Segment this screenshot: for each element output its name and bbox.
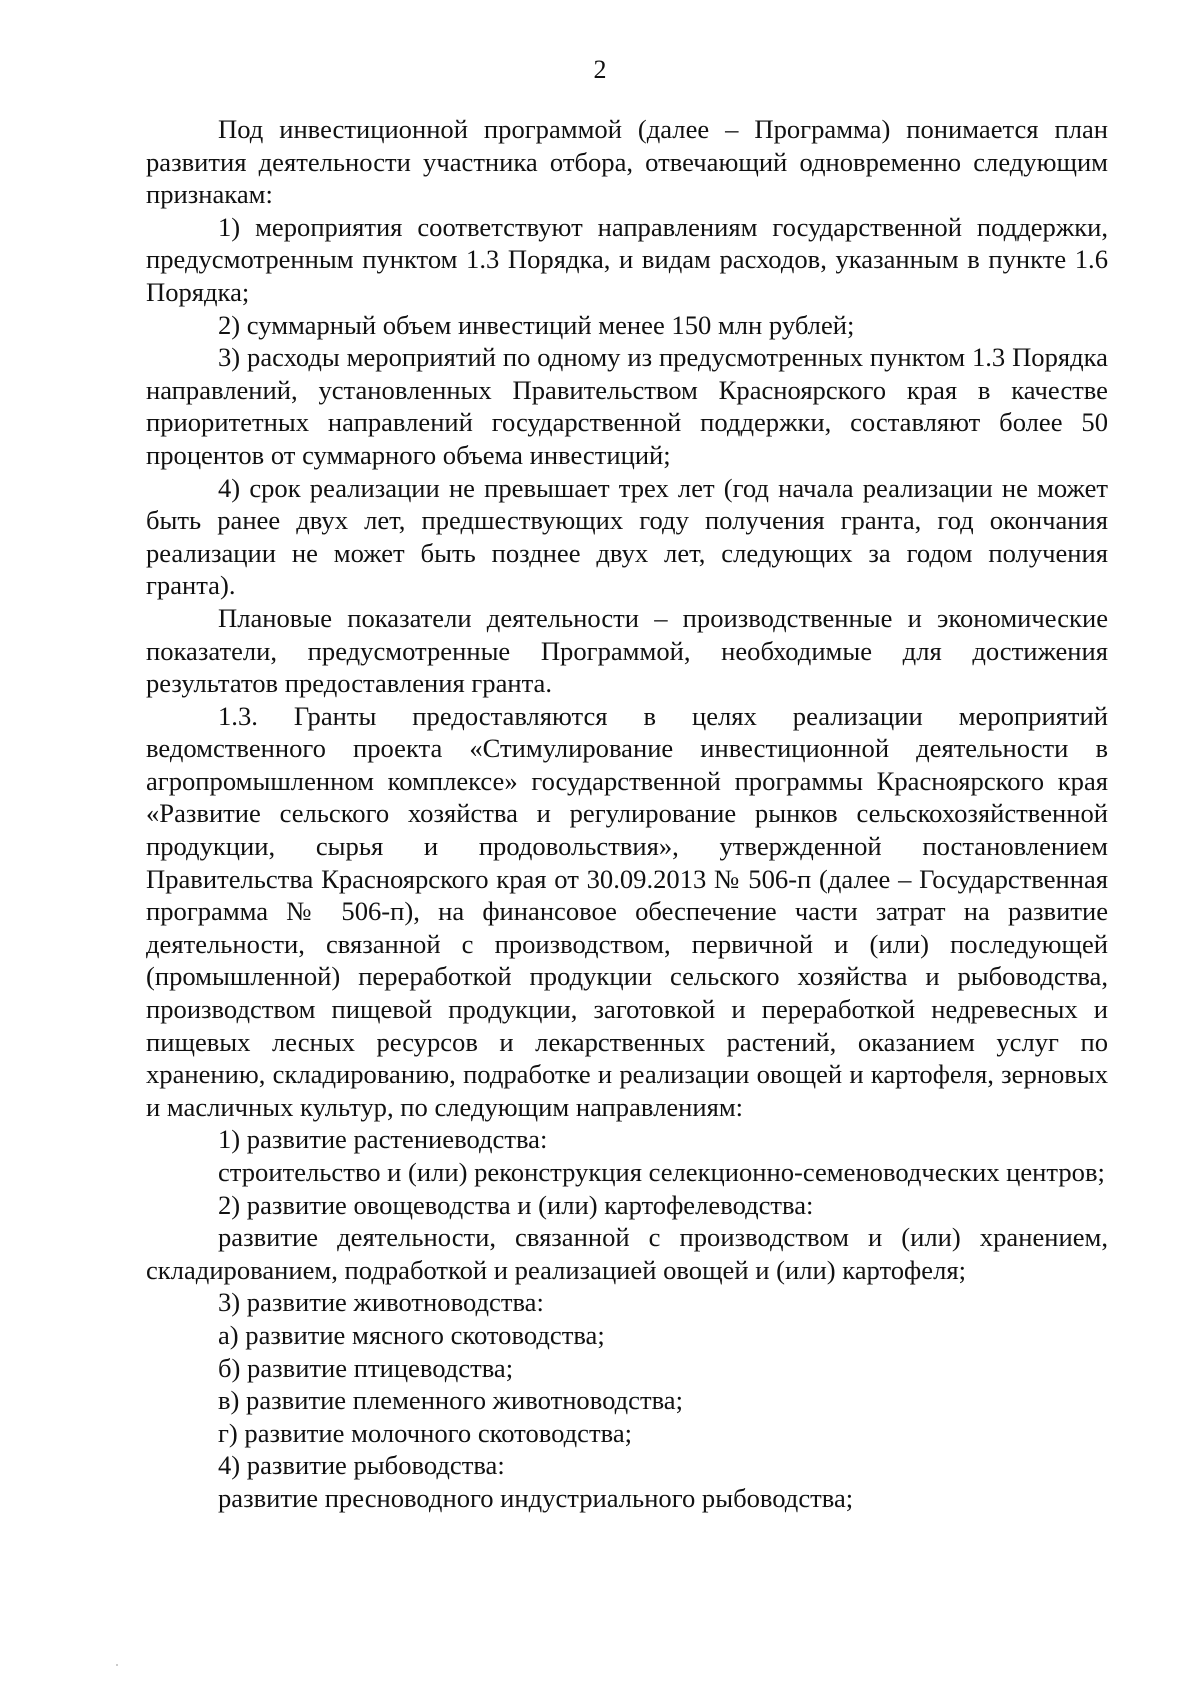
paragraph-section-1-3: 1.3. Гранты предоставляются в целях реализации мероприятий ведомственного проекта «Стимулирование инвестиционной деятельности в агропромышленном комплексе» государственной программы Красноярского края «Развитие сельского хозяйства и регулирование рынков сельскохозяйственной продукции, сырья и продовольствия», утвержденной постановлением Правительства Красноярского края от 30.09.2013 № 506-п (далее – Государственная программа № 506-п), на финансовое обеспечение части затрат на развитие деятельности, связанной с производством, первичной и (или) последующей (промышленной) переработкой продукции сельского хозяйства и рыбоводства, производством пищевой продукции, заготовкой и переработкой недревесных и пищевых лесных ресурсов и лекарственных растений, оказанием услуг по хранению, складированию, подработке и реализации овощей и картофеля, зерновых и масличных культур, по следующим направлениям: bbox=[146, 700, 1108, 1122]
list-item-dairy: г) развитие молочного скотоводства; bbox=[218, 1417, 633, 1448]
paragraph-planned-indicators: Плановые показатели деятельности – производственные и экономические показатели, предусмотренные Программой, необходимые для достижения результатов предоставления гранта. bbox=[146, 602, 1108, 699]
paragraph-criterion-3: 3) расходы мероприятий по одному из предусмотренных пунктом 1.3 Порядка направлений, установленных Правительством Красноярского края в качестве приоритетных направлений государственной поддержки, составляют более 50 процентов от суммарного объема инвестиций; bbox=[146, 342, 1108, 470]
list-item-poultry: б) развитие птицеводства; bbox=[218, 1352, 514, 1383]
list-item-vegetable-potato: 2) развитие овощеводства и (или) картофелеводства: bbox=[218, 1189, 814, 1220]
paragraph-criterion-2: 2) суммарный объем инвестиций менее 150 млн рублей; bbox=[218, 309, 855, 340]
paragraph-program-definition: Под инвестиционной программой (далее – Программа) понимается план развития деятельности участника отбора, отвечающий одновременно следующим признакам: bbox=[146, 114, 1108, 210]
list-item-crop-production: 1) развитие растениеводства: bbox=[218, 1124, 548, 1155]
list-item-beef-cattle: а) развитие мясного скотоводства; bbox=[218, 1319, 605, 1350]
page-number: 2 bbox=[593, 55, 607, 84]
list-item-vegetable-activity: развитие деятельности, связанной с производством и (или) хранением, складированием, подработкой и реализацией овощей и (или) картофеля; bbox=[146, 1222, 1108, 1285]
list-item-freshwater-fish: развитие пресноводного индустриального рыбоводства; bbox=[218, 1482, 854, 1513]
list-item-seed-centers: строительство и (или) реконструкция селекционно-семеноводческих центров; bbox=[218, 1157, 1105, 1187]
scan-artifact bbox=[116, 1664, 118, 1666]
list-item-fish-farming: 4) развитие рыбоводства: bbox=[218, 1450, 505, 1481]
paragraph-criterion-1: 1) мероприятия соответствуют направлениям государственной поддержки, предусмотренным пунктом 1.3 Порядка, и видам расходов, указанным в пункте 1.6 Порядка; bbox=[146, 211, 1108, 307]
list-item-breeding: в) развитие племенного животноводства; bbox=[218, 1385, 683, 1416]
paragraph-criterion-4: 4) срок реализации не превышает трех лет (год начала реализации не может быть ранее двух лет, предшествующих году получения гранта, год окончания реализации не может быть позднее двух лет, следующих за годом получения гранта). bbox=[146, 472, 1108, 601]
list-item-livestock: 3) развитие животноводства: bbox=[218, 1287, 544, 1318]
document-body bbox=[146, 113, 1108, 1515]
